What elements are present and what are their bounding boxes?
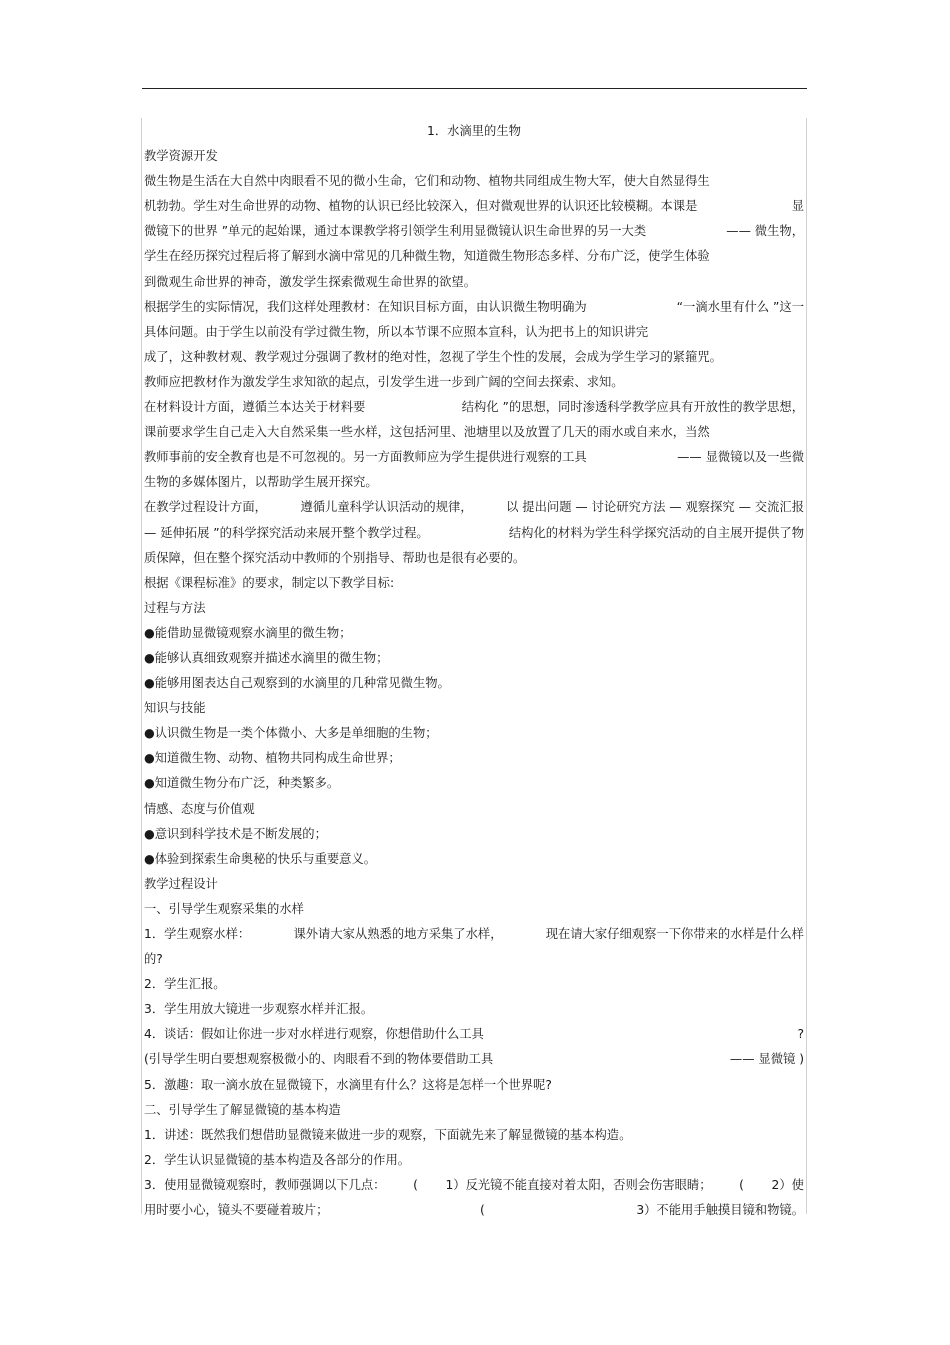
text-segment: “一滴水里有什么 ”这一: [676, 299, 804, 314]
text-segment: ●知道微生物、动物、植物共同构成生命世界；: [144, 751, 401, 766]
text-segment: (: [479, 1203, 485, 1218]
text-line: [144, 1148, 804, 1173]
text-line: [144, 1098, 804, 1123]
text-segment: 2．学生认识显微镜的基本构造及各部分的作用。: [144, 1152, 411, 1167]
text-segment: ●意识到科学技术是不断发展的；: [144, 826, 327, 841]
text-segment: ●体验到探索生命奥秘的快乐与重要意义。: [144, 851, 377, 866]
text-segment: 课外请大家从熟悉的地方采集了水样，: [293, 927, 503, 941]
text-segment: 1．学生观察水样：: [144, 927, 251, 941]
left-margin-rule: [141, 118, 142, 1214]
text-line: [144, 872, 804, 897]
text-line: [144, 822, 804, 847]
text-segment: (: [739, 1177, 744, 1192]
document-title: 1．水滴里的生物: [427, 124, 521, 138]
text-segment: —— 显微镜 ): [729, 1052, 804, 1067]
text-segment: 一、引导学生观察采集的水样: [144, 901, 304, 916]
text-segment: ●能够认真细致观察并描述水滴里的微生物；: [144, 650, 389, 665]
text-line: [144, 1022, 804, 1047]
text-line: [144, 771, 804, 796]
text-segment: —— 微生物，: [726, 224, 804, 239]
text-line: [144, 922, 804, 947]
text-segment: 教学过程设计: [144, 876, 218, 891]
text-line: [144, 395, 804, 420]
text-line: [144, 797, 804, 822]
text-segment: 5．激趣：取一滴水放在显微镜下，水滴里有什么？这将是怎样一个世界呢?: [144, 1077, 552, 1092]
text-segment: ●认识微生物是一类个体微小、大多是单细胞的生物；: [144, 726, 438, 741]
header-rule: [142, 88, 807, 89]
text-line: [144, 847, 804, 872]
text-segment: ?: [797, 1027, 804, 1042]
text-segment: 具体问题。由于学生以前没有学过微生物，所以本节课不应照本宣科，认为把书上的知识讲完: [144, 324, 649, 339]
text-segment: 1．讲述：既然我们想借助显微镜来做进一步的观察，下面就先来了解显微镜的基本构造。: [144, 1127, 632, 1142]
text-segment: 过程与方法: [144, 600, 206, 615]
text-line: [144, 445, 804, 470]
text-segment: 用时要小心，镜头不要碰着玻片；: [144, 1203, 329, 1218]
text-segment: 学生在经历探究过程后将了解到水滴中常见的几种微生物，知道微生物形态多样、分布广泛，使学生体验: [144, 249, 710, 264]
text-segment: 2．学生汇报。: [144, 977, 226, 992]
right-margin-rule: [806, 118, 807, 1214]
text-line: [144, 671, 804, 696]
text-segment: 显: [791, 199, 804, 214]
text-line: [144, 1073, 804, 1098]
text-segment: 微生物是生活在大自然中肉眼看不见的微小生命，它们和动物、植物共同组成生物大军，使大自然显得生: [144, 174, 710, 189]
text-segment: 成了，这种教材观、教学观过分强调了教材的绝对性，忽视了学生个性的发展，会成为学生学习的紧箍咒。: [144, 349, 722, 364]
text-segment: 机勃勃。学生对生命世界的动物、植物的认识已经比较深入，但对微观世界的认识还比较模糊。本课是: [144, 199, 698, 214]
text-segment: 以 提出问题 — 讨论研究方法 — 观察探究 — 交流汇报: [506, 500, 804, 515]
text-segment: 教师应把教材作为激发学生求知欲的起点，引发学生进一步到广阔的空间去探索、求知。: [144, 374, 624, 389]
text-line: [144, 746, 804, 771]
text-line: [144, 1198, 804, 1223]
text-line: [144, 1173, 804, 1198]
text-line: [144, 1123, 804, 1148]
text-segment: 3）不能用手触摸目镜和物镜。: [636, 1203, 804, 1218]
text-segment: 知识与技能: [144, 701, 206, 716]
text-line: [144, 295, 804, 320]
text-line: [144, 596, 804, 621]
text-segment: 在教学过程设计方面，: [144, 500, 267, 515]
text-line: [144, 320, 804, 345]
text-line: [144, 144, 804, 169]
text-line: [144, 997, 804, 1022]
text-segment: 1）反光镜不能直接对着太阳，否则会伤害眼睛；: [445, 1177, 712, 1192]
document-body: [144, 119, 804, 1223]
text-segment: (: [413, 1177, 418, 1192]
text-segment: ●能借助显微镜观察水滴里的微生物；: [144, 625, 352, 640]
text-line: [144, 345, 804, 370]
text-segment: ●知道微生物分布广泛，种类繁多。: [144, 776, 340, 791]
text-line: [144, 521, 804, 546]
text-line: [144, 897, 804, 922]
text-segment: 根据《课程标准》的要求，制定以下教学目标:: [144, 575, 395, 590]
document-lines: [144, 144, 804, 1223]
text-segment: 3．使用显微镜观察时，教师强调以下几点：: [144, 1177, 386, 1192]
text-line: [144, 646, 804, 671]
text-segment: 课前要求学生自己走入大自然采集一些水样，这包括河里、池塘里以及放置了几天的雨水或自来水，当然: [144, 425, 710, 440]
text-segment: —— 显微镜以及一些微: [677, 450, 804, 465]
text-segment: 结构化 ”的思想，同时渗透科学教学应具有开放性的教学思想，: [461, 400, 804, 415]
text-line: [144, 420, 804, 445]
text-segment: 的?: [144, 952, 163, 967]
text-segment: 微镜下的世界 ”单元的起始课，通过本课教学将引领学生利用显微镜认识生命世界的另一大类: [144, 224, 647, 239]
text-segment: (引导学生明白要想观察极微小的、肉眼看不到的物体要借助工具: [144, 1052, 494, 1067]
text-segment: 在材料设计方面，遵循兰本达关于材料要: [144, 400, 366, 415]
text-line: [144, 470, 804, 495]
text-segment: 到微观生命世界的神奇，激发学生探索微观生命世界的欲望。: [144, 274, 477, 289]
text-segment: ●能够用图表达自己观察到的水滴里的几种常见微生物。: [144, 676, 450, 691]
text-line: [144, 546, 804, 571]
text-segment: 教师事前的安全教育也是不可忽视的。另一方面教师应为学生提供进行观察的工具: [144, 450, 587, 465]
text-segment: 根据学生的实际情况，我们这样处理教材：在知识目标方面，由认识微生物明确为: [144, 299, 587, 314]
text-segment: — 延伸拓展 ”的科学探究活动来展开整个教学过程。: [144, 525, 429, 540]
text-line: [144, 194, 804, 219]
text-line: [144, 270, 804, 295]
text-line: [144, 947, 804, 972]
text-segment: 教学资源开发: [144, 149, 218, 164]
text-line: [144, 696, 804, 721]
text-line: [144, 571, 804, 596]
text-line: [144, 1047, 804, 1072]
text-segment: 3．学生用放大镜进一步观察水样并汇报。: [144, 1002, 374, 1017]
text-line: [144, 621, 804, 646]
text-segment: 遵循儿童科学认识活动的规律，: [300, 500, 473, 515]
text-segment: 结构化的材料为学生科学探究活动的自主展开提供了物: [508, 525, 804, 540]
text-line: [144, 972, 804, 997]
text-segment: 2）使: [771, 1177, 804, 1192]
text-line: [144, 370, 804, 395]
text-segment: 质保障，但在整个探究活动中教师的个别指导、帮助也是很有必要的。: [144, 550, 526, 565]
text-line: [144, 244, 804, 269]
text-line: [144, 721, 804, 746]
text-segment: 生物的多媒体图片，以帮助学生展开探究。: [144, 475, 378, 490]
text-line: [144, 169, 804, 194]
text-segment: 4．谈话：假如让你进一步对水样进行观察，你想借助什么工具: [144, 1027, 484, 1042]
text-segment: 现在请大家仔细观察一下你带来的水样是什么样: [545, 927, 804, 941]
text-line: [144, 495, 804, 520]
text-segment: 二、引导学生了解显微镜的基本构造: [144, 1102, 341, 1117]
text-segment: 情感、态度与价值观: [144, 801, 255, 816]
text-line: [144, 219, 804, 244]
